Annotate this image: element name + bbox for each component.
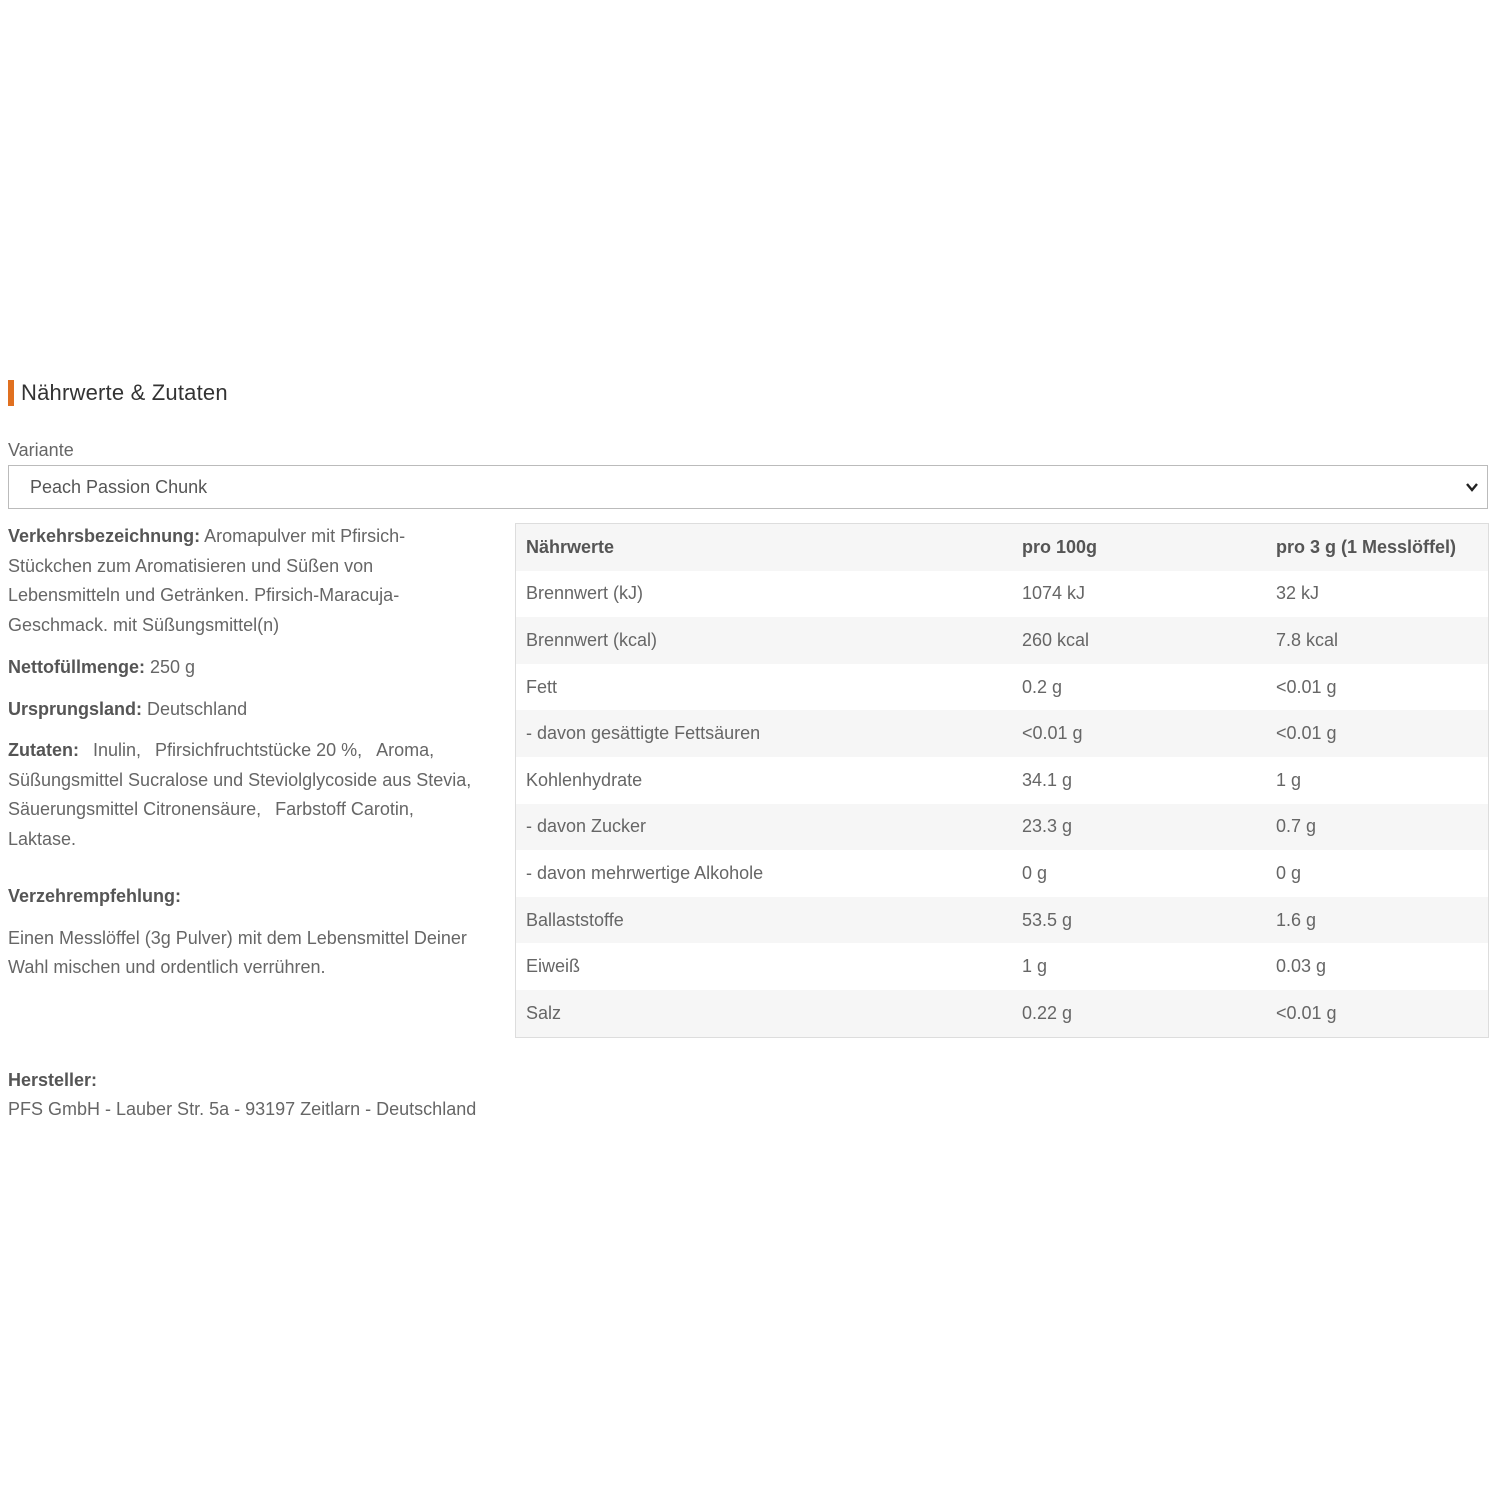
value-per-portion: <0.01 g <box>1276 676 1337 697</box>
value-per-portion: 0.03 g <box>1276 956 1327 977</box>
nutrient-name: Kohlenhydrate <box>526 769 643 790</box>
table-row <box>516 990 1489 1037</box>
header-pro-portion: pro 3 g (1 Messlöffel) <box>1276 536 1457 557</box>
ursprung-value: Deutschland <box>147 698 248 719</box>
zutaten-label: Zutaten: <box>8 740 79 760</box>
empfehlung-label: Verzehrempfehlung: <box>8 886 182 906</box>
manufacturer-value: PFS GmbH - Lauber Str. 5a - 93197 Zeitlarn - Deutschland <box>8 1099 477 1119</box>
table-row <box>516 897 1489 944</box>
value-per-portion: 32 kJ <box>1276 583 1320 604</box>
table-row <box>516 943 1489 990</box>
section-title: Nährwerte & Zutaten <box>21 380 228 405</box>
value-per-portion: <0.01 g <box>1276 1002 1337 1023</box>
table-row <box>516 710 1489 757</box>
value-per-100g: 34.1 g <box>1022 769 1073 790</box>
chevron-down-icon <box>1463 478 1481 496</box>
ursprungsland <box>8 695 478 725</box>
verkehrsbezeichnung <box>8 522 478 640</box>
value-per-portion: 7.8 kcal <box>1276 629 1339 650</box>
nutrient-name: - davon Zucker <box>526 816 647 837</box>
zutat-farbstoff: Farbstoff Carotin, <box>275 799 414 819</box>
zutat-saeuerungsmittel: Säuerungsmittel Citronensäure, <box>8 799 262 819</box>
value-per-100g: 23.3 g <box>1022 816 1073 837</box>
section-heading <box>8 380 228 406</box>
verzehrempfehlung-text: Einen Messlöffel (3g Pulver) mit dem Lebensmittel Deiner Wahl mischen und ordentlich verrühren. <box>8 927 467 977</box>
nutrient-name: Fett <box>526 676 558 697</box>
table-row <box>516 804 1489 851</box>
value-per-100g: 0 g <box>1022 862 1048 883</box>
nutrient-name: Brennwert (kJ) <box>526 583 644 604</box>
table-row <box>516 617 1489 664</box>
ursprung-label: Ursprungsland: <box>8 698 143 719</box>
nutrition-table <box>515 523 1489 1038</box>
nutrient-name: Eiweiß <box>526 956 581 977</box>
variant-selected-value: Peach Passion Chunk <box>30 476 208 497</box>
nettofuellmenge <box>8 653 478 683</box>
value-per-portion: 1.6 g <box>1276 909 1317 930</box>
verzehrempfehlung-heading <box>8 882 478 912</box>
value-per-100g: 53.5 g <box>1022 909 1073 930</box>
verkehrsbezeichnung-label: Verkehrsbezeichnung: <box>8 526 201 546</box>
zutat-suessungsmittel: Süßungsmittel Sucralose und Steviolglycoside aus Stevia, <box>8 769 472 790</box>
manufacturer <box>8 1066 476 1124</box>
table-row <box>516 571 1489 618</box>
product-details <box>8 522 478 983</box>
nutrient-name: Brennwert (kcal) <box>526 629 658 650</box>
zutat-laktase: Laktase. <box>8 828 77 849</box>
header-naehrwerte: Nährwerte <box>526 536 615 557</box>
zutat-inulin: Inulin, <box>93 740 142 760</box>
nutrient-name: Salz <box>526 1002 562 1023</box>
value-per-100g: <0.01 g <box>1022 723 1083 744</box>
value-per-100g: 0.22 g <box>1022 1002 1073 1023</box>
table-header-row <box>516 524 1489 571</box>
manufacturer-label: Hersteller: <box>8 1070 98 1090</box>
value-per-portion: 0.7 g <box>1276 816 1317 837</box>
value-per-100g: 1074 kJ <box>1022 583 1086 604</box>
nutrient-name: - davon mehrwertige Alkohole <box>526 862 764 883</box>
nutrient-name: Ballaststoffe <box>526 909 624 930</box>
value-per-100g: 0.2 g <box>1022 676 1063 697</box>
netto-value: 250 g <box>150 657 196 677</box>
table-row <box>516 664 1489 711</box>
value-per-100g: 1 g <box>1022 956 1048 977</box>
zutat-pfirsich: Pfirsichfruchtstücke 20 %, <box>155 740 363 760</box>
zutaten <box>8 736 478 854</box>
header-pro-100g: pro 100g <box>1022 536 1098 557</box>
table-row <box>516 757 1489 804</box>
value-per-portion: 0 g <box>1276 862 1302 883</box>
heading-accent-bar <box>8 380 14 406</box>
variant-label: Variante <box>8 440 74 460</box>
netto-label: Nettofüllmenge: <box>8 657 145 677</box>
value-per-100g: 260 kcal <box>1022 629 1090 650</box>
verkehrsbezeichnung-value: Aromapulver mit Pfirsich-Stückchen zum Aromatisieren und Süßen von Lebensmitteln und Getränken. Pfirsich-Maracuja-Geschmack. mit Süßungsmittel(n) <box>8 526 406 635</box>
value-per-portion: <0.01 g <box>1276 723 1337 744</box>
nutrient-name: - davon gesättigte Fettsäuren <box>526 723 761 744</box>
variant-select[interactable] <box>8 465 1488 509</box>
value-per-portion: 1 g <box>1276 769 1302 790</box>
table-row <box>516 850 1489 897</box>
zutat-aroma: Aroma, <box>376 740 435 760</box>
